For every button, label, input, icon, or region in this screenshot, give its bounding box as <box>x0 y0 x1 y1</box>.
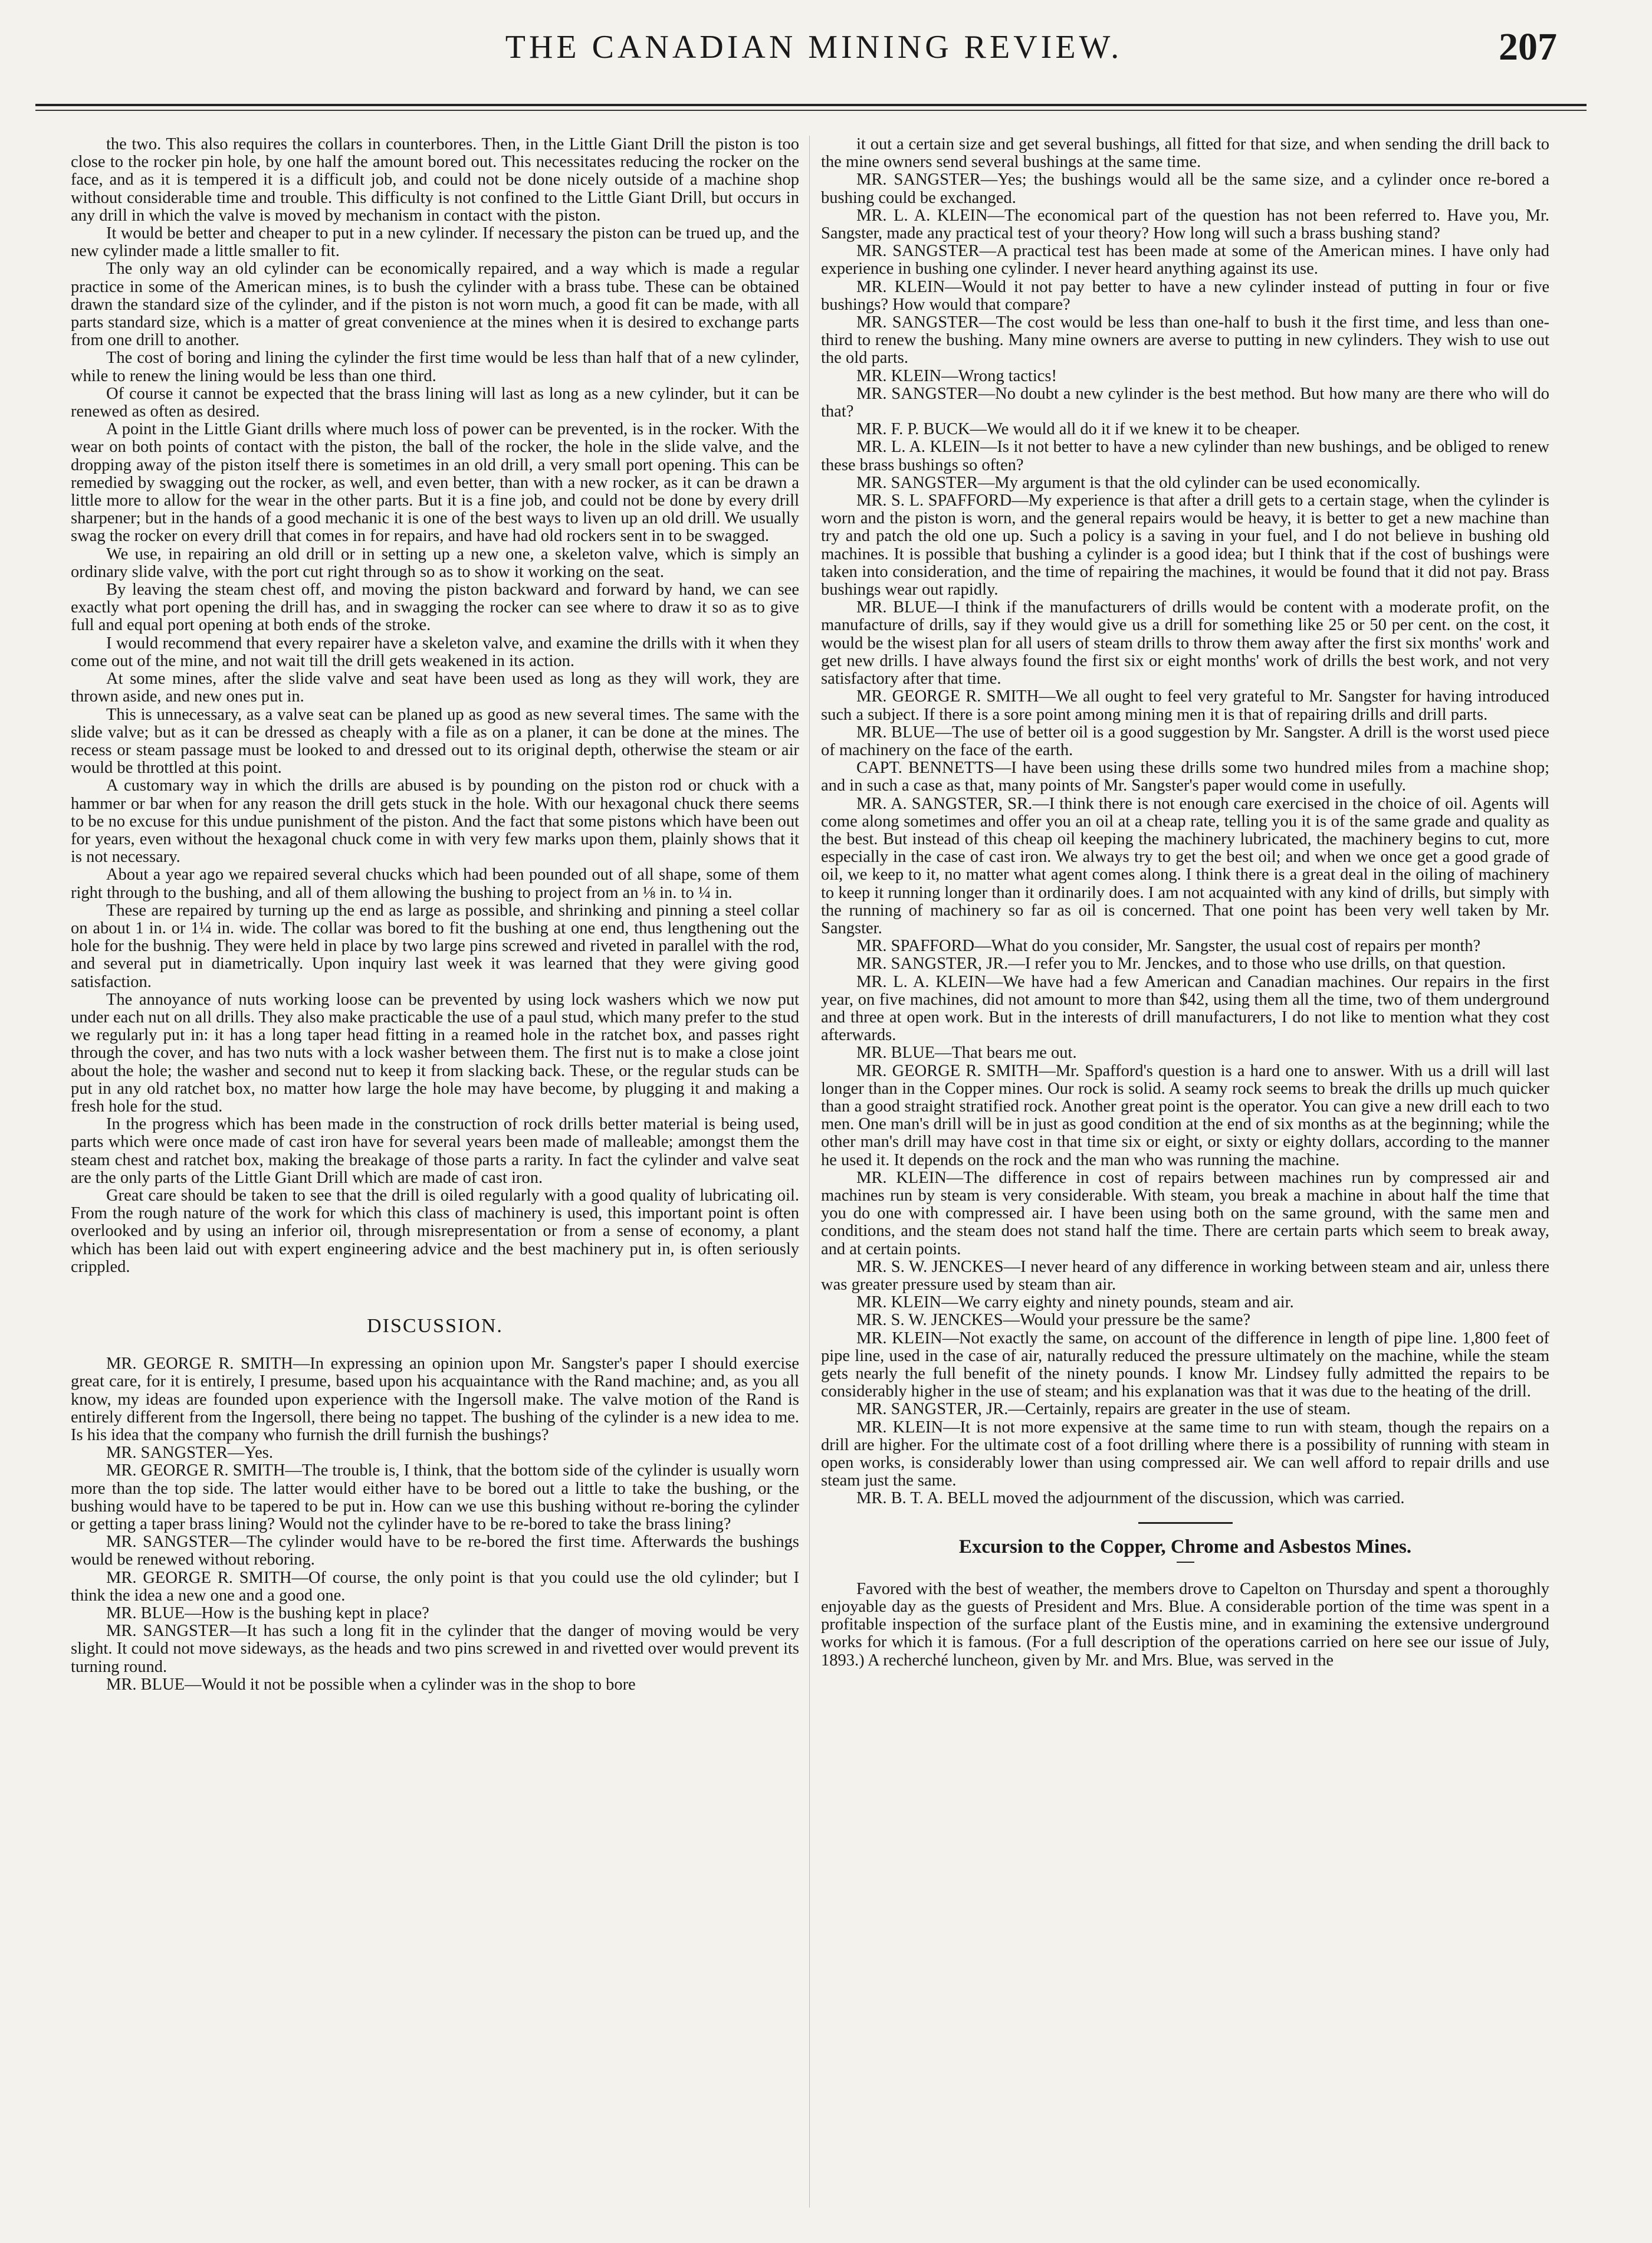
paragraph: These are repaired by turning up the end as large as possible, and shrinking and pinning a steel collar on about 1 in. or 1¼ in. wide. The collar was bored to fit the bushing at one end, thus lengthening out the hole for the bushnig. They were held in place by two large pins screwed and riveted in parallel with the rod, and several put in diametrically. Upon inquiry last week it was learned that they were giving good satisfaction. <box>71 901 799 991</box>
paragraph: A point in the Little Giant drills where much loss of power can be prevented, is in the rocker. With the wear on both points of contact with the piston, the ball of the rocker, the hole in the slide valve, and the dropping away of the piston itself there is sometimes in an old drill, a very small port opening. This can be remedied by swagging out the rocker, as well, and even better, than with a new rocker, as it can be drawn a little more to allow for the wear in the other parts. But it is a fine job, and could not be done by every drill sharpener; but in the hands of a good mechanic it is one of the best ways to liven up an old drill. We usually swag the rocker on every drill that comes in for repairs, and have had old rockers sent in to be swagged. <box>71 420 799 546</box>
paragraph: the two. This also requires the collars in counterbores. Then, in the Little Giant Drill the piston is too close to the rocker pin hole, by one half the amount bored out. This necessitates reducing the rocker on the face, and as it is tempered it is a difficult job, and could not be done nicely outside of a machine shop without considerable time and trouble. This difficulty is not confined to the Little Giant Drill, but occurs in any drill in which the valve is moved by mechanism in contact with the piston. <box>71 136 799 225</box>
column-divider <box>809 136 810 2208</box>
discussion-paragraph: MR. SANGSTER—Yes; the bushings would all be the same size, and a cylinder once re-bored a bushing could be exchanged. <box>821 170 1549 207</box>
paragraph: About a year ago we repaired several chucks which had been pounded out of all shape, some of them right through to the bushing, and all of them allowing the bushing to project from an ⅛ in. to ¼ in. <box>71 865 799 902</box>
discussion-paragraph: MR. KLEIN—Wrong tactics! <box>856 366 1057 385</box>
page-number: 207 <box>1499 25 1557 68</box>
discussion-paragraph: MR. SANGSTER—A practical test has been made at some of the American mines. I have only had experience in bushing one cylinder. I never heard anything against its use. <box>821 242 1549 278</box>
discussion-paragraph: MR. S. W. JENCKES—Would your pressure be the same? <box>856 1311 1251 1330</box>
discussion-paragraph: MR. F. P. BUCK—We would all do it if we knew it to be cheaper. <box>856 420 1300 439</box>
header-rule <box>35 104 1587 106</box>
discussion-paragraph: MR. SPAFFORD—What do you consider, Mr. Sangster, the usual cost of repairs per month? <box>856 937 1481 956</box>
discussion-paragraph: MR. KLEIN—The difference in cost of repairs between machines run by compressed air and machines run by steam is very considerable. With steam, you break a machine in about half the time that you do one with compressed air. I have been using both on the same ground, with the same men and conditions, and the steam does not stand half the time. There are certain parts which seem to break away, and at certain points. <box>821 1168 1549 1258</box>
discussion-paragraph: MR. GEORGE R. SMITH—We all ought to feel very grateful to Mr. Sangster for having introduced such a subject. If there is a sore point among mining men it is that of repairing drills and drill parts. <box>821 687 1549 724</box>
discussion-paragraph: MR. GEORGE R. SMITH—The trouble is, I think, that the bottom side of the cylinder is usually worn more than the top side. The latter would either have to be bored out a little to take the bushing, or the bushing would have to be tapered to be put in. How can we use this bushing without re-boring the cylinder or getting a taper brass lining? Would not the cylinder have to be re-bored to take the brass lining? <box>71 1461 799 1534</box>
discussion-paragraph: it out a certain size and get several bushings, all fitted for that size, and when sending the drill back to the mine owners send several bushings at the same time. <box>821 136 1549 172</box>
paragraph: Favored with the best of weather, the members drove to Capelton on Thursday and spent a thoroughly enjoyable day as the guests of President and Mrs. Blue. A considerable portion of the time was spent in a profitable inspection of the surface plant of the Eustis mine, and in examining the extensive underground works for which it is famous. (For a full description of the operations carried on here see our issue of July, 1893.) A recherché luncheon, given by Mr. and Mrs. Blue, was served in the <box>821 1579 1549 1670</box>
excursion-body <box>821 1580 1549 1670</box>
paragraph: The annoyance of nuts working loose can be prevented by using lock washers which we now put under each nut on all drills. They also make practicable the use of a paul stud, which many prefer to the stud we regularly put in: it has a long taper head fitting in a reamed hole in the ratchet box, and passes right through the cover, and has two nuts with a lock washer between them. The first nut is to make a close joint about the hole; the washer and second nut to keep it from slacking back. These, or the regular studs can be put in any old ratchet box, no matter how large the hole may have become, by plugging it and making a fresh hole for the stud. <box>71 990 799 1116</box>
discussion-body <box>71 1355 799 1694</box>
heading-dash <box>1177 1562 1194 1563</box>
discussion-paragraph: MR. SANGSTER—The cost would be less than one-half to bush it the first time, and less than one-third to renew the bushing. Many mine owners are averse to putting in new cylinders. They wish to use out the old parts. <box>821 313 1549 368</box>
discussion-paragraph: MR. KLEIN—It is not more expensive at the same time to run with steam, though the repairs on a drill are higher. For the ultimate cost of a foot drilling where there is a possibility of running with steam in open works, is considerably lower than using compressed air. We can well afford to repair drills and use steam just the same. <box>821 1418 1549 1490</box>
header-rule-thin <box>35 110 1587 111</box>
discussion-heading: DISCUSSION. <box>367 1315 503 1337</box>
discussion-paragraph: MR. B. T. A. BELL moved the adjournment of the discussion, which was carried. <box>856 1489 1405 1508</box>
paragraph: By leaving the steam chest off, and moving the piston backward and forward by hand, we can see exactly what port opening the drill has, and in swagging the rocker can see where to draw it so as to give full and equal port opening at both ends of the stroke. <box>71 581 799 635</box>
paragraph: We use, in repairing an old drill or in setting up a new one, a skeleton valve, which is simply an ordinary slide valve, with the port cut right through so as to show it working on the seat. <box>71 545 799 581</box>
discussion-paragraph: MR. SANGSTER, JR.—I refer you to Mr. Jenckes, and to those who use drills, on that question. <box>856 955 1506 973</box>
paragraph: I would recommend that every repairer have a skeleton valve, and examine the drills with it when they come out of the mine, and not wait till the drill gets weakened in its action. <box>71 634 799 670</box>
paragraph: A customary way in which the drills are abused is by pounding on the piston rod or chuck with a hammer or bar when for any reason the drill gets stuck in the hole. With our hexagonal chuck there seems to be no excuse for this undue punishment of the piston. And the fact that some pistons which have been out for years, even without the hexagonal chuck come in with very few marks upon them, plainly shows that it is not necessary. <box>71 776 799 867</box>
paragraph: In the progress which has been made in the construction of rock drills better material is being used, parts which were once made of cast iron have for several years been made of malleable; amongst them the steam chest and ratchet box, making the breakage of those parts a rarity. In fact the cylinder and valve seat are the only parts of the Little Giant Drill which are made of cast iron. <box>71 1115 799 1187</box>
discussion-paragraph: MR. KLEIN—Would it not pay better to have a new cylinder instead of putting in four or five bushings? How would that compare? <box>821 277 1549 314</box>
discussion-paragraph: MR. BLUE—I think if the manufacturers of drills would be content with a moderate profit, on the manufacture of drills, say if they would give us a drill for something like 25 or 50 per cent. on the cost, it would be the wisest plan for all users of steam drills to throw them away after the first six months' work and get new drills. I have always found the first six or eight months' work of drills the best work, and not very satisfactory after that time. <box>821 598 1549 688</box>
right-column <box>821 136 1549 2208</box>
paragraph: At some mines, after the slide valve and seat have been used as long as they will work, they are thrown aside, and new ones put in. <box>71 670 799 706</box>
excursion-heading: Excursion to the Copper, Chrome and Asbestos Mines. <box>958 1536 1412 1557</box>
discussion-paragraph: MR. BLUE—How is the bushing kept in place? <box>106 1604 429 1623</box>
paragraph: This is unnecessary, as a valve seat can be planed up as good as new several times. The same with the slide valve; but as it can be dressed as cheaply with a file as on a planer, it can be done at the mines. The recess or steam passage must be looked to and dressed out to its original depth, otherwise the steam or air would be throttled at this point. <box>71 705 799 778</box>
left-column <box>71 136 799 2208</box>
discussion-paragraph: MR. BLUE—The use of better oil is a good suggestion by Mr. Sangster. A drill is the worst used piece of machinery on the face of the earth. <box>821 723 1549 759</box>
section-rule <box>1138 1522 1233 1524</box>
discussion-paragraph: MR. SANGSTER—No doubt a new cylinder is the best method. But how many are there who will do that? <box>821 384 1549 421</box>
paragraph: Of course it cannot be expected that the brass lining will last as long as a new cylinder, but it can be renewed as often as desired. <box>71 384 799 421</box>
discussion-paragraph: MR. SANGSTER—Yes. <box>106 1444 273 1462</box>
discussion-paragraph: MR. GEORGE R. SMITH—Mr. Spafford's question is a hard one to answer. With us a drill will last longer than in the Copper mines. Our rock is solid. A seamy rock seems to break the drills up much quicker than a good straight stratified rock. Another great point is the operator. You can give a new drill each to two men. One man's drill will be in just as good condition at the end of six months as at the beginning; while the other man's drill may have cost in that time six or eight, or sixty or eighty dollars, according to the manner he used it. It depends on the rock and the man who was running the machine. <box>821 1061 1549 1169</box>
paragraph: Great care should be taken to see that the drill is oiled regularly with a good quality of lubricating oil. From the rough nature of the work for which this class of machinery is used, this important point is often overlooked and by using an inferior oil, through misrepresentation or from a sense of economy, a plant which has been laid out with expert engineering advice and the best machinery put in, is often seriously crippled. <box>71 1186 799 1276</box>
page-header <box>71 22 1557 93</box>
running-title: THE CANADIAN MINING REVIEW. <box>505 29 1123 65</box>
discussion-paragraph: MR. L. A. KLEIN—The economical part of the question has not been referred to. Have you, Mr. Sangster, made any practical test of your theory? How long will such a brass bushing stand? <box>821 206 1549 243</box>
discussion-paragraph: MR. SANGSTER, JR.—Certainly, repairs are greater in the use of steam. <box>856 1400 1351 1419</box>
discussion-paragraph: MR. A. SANGSTER, SR.—I think there is not enough care exercised in the choice of oil. Agents will come along sometimes and offer you an oil at a cheap rate, telling you it is of the same grade and quality as the best. But instead of this cheap oil keeping the machinery lubricated, the machinery begins to cut, more especially in the case of cast iron. We always try to get the best oil; and when we once get a good grade of oil, we keep to it, no matter what agent comes along. I think there is a great deal in the oiling of machinery to keep it running longer than it ordinarily does. I am not acquainted with any kind of drills, but simply with the running of machinery so far as oil is concerned. That one point has been very well taken by Mr. Sangster. <box>821 794 1549 937</box>
discussion-paragraph: MR. BLUE—That bears me out. <box>856 1044 1077 1063</box>
discussion-paragraph: MR. GEORGE R. SMITH—In expressing an opinion upon Mr. Sangster's paper I should exercise great care, for it is entirely, I presume, based upon his acquaintance with the Rand machine; and, as you all know, my ideas are founded upon experience with the Ingersoll make. The valve motion of the Rand is entirely different from the Ingersoll, there being no tappet. The bushing of the cylinder is a new idea to me. Is his idea that the company who furnish the drill furnish the bushings? <box>71 1355 799 1445</box>
discussion-paragraph: MR. BLUE—Would it not be possible when a cylinder was in the shop to bore <box>106 1675 636 1694</box>
discussion-paragraph: MR. KLEIN—We carry eighty and ninety pounds, steam and air. <box>856 1293 1294 1312</box>
discussion-paragraph: MR. S. L. SPAFFORD—My experience is that after a drill gets to a certain stage, when the cylinder is worn and the piston is worn, and the general repairs would be heavy, it is better to get a new machine than try and patch the old one up. Such a policy is a saving in your fuel, and I do not believe in bushing old machines. It is possible that bushing a cylinder is a good idea; but I think that if the cost of bushings were taken into consideration, and the time of repairing the machines, it would be found that it did not pay. Brass bushings wear out rapidly. <box>821 491 1549 599</box>
discussion-paragraph: MR. GEORGE R. SMITH—Of course, the only point is that you could use the old cylinder; but I think the idea a new one and a good one. <box>71 1568 799 1605</box>
discussion-paragraph: MR. SANGSTER—My argument is that the old cylinder can be used economically. <box>856 473 1421 492</box>
discussion-paragraph: MR. L. A. KLEIN—We have had a few American and Canadian machines. Our repairs in the first year, on five machines, did not amount to more than $42, using them all the time, two of them underground and three at open work. But in the interests of drill manufacturers, I do not like to mention what they cost afterwards. <box>821 972 1549 1045</box>
paragraph: The only way an old cylinder can be economically repaired, and a way which is made a regular practice in some of the American mines, is to bush the cylinder with a brass tube. These can be obtained drawn the standard size of the cylinder, and if the piston is not worn much, a good fit can be made, with all parts standard size, which is a matter of great convenience at the mines when it is desired to exchange parts from one drill to another. <box>71 260 799 350</box>
discussion-continued <box>821 136 1549 1508</box>
discussion-paragraph: MR. KLEIN—Not exactly the same, on account of the difference in length of pipe line. 1,800 feet of pipe line, used in the case of air, naturally reduced the pressure ultimately on the machine, while the steam gets nearly the full benefit of the ninety pounds. I know Mr. Lindsey fully admitted the repairs to be considerably higher in the use of steam; and his explanation was that it was due to the heating of the drill. <box>821 1329 1549 1401</box>
article-body <box>71 136 799 1276</box>
discussion-paragraph: MR. SANGSTER—The cylinder would have to be re-bored the first time. Afterwards the bushings would be renewed without reboring. <box>71 1533 799 1569</box>
discussion-paragraph: CAPT. BENNETTS—I have been using these drills some two hundred miles from a machine shop; and in such a case as that, many points of Mr. Sangster's paper would come in usefully. <box>821 759 1549 795</box>
discussion-paragraph: MR. S. W. JENCKES—I never heard of any difference in working between steam and air, unless there was greater pressure used by steam than air. <box>821 1257 1549 1294</box>
paragraph: The cost of boring and lining the cylinder the first time would be less than half that of a new cylinder, while to renew the lining would be less than one third. <box>71 349 799 385</box>
discussion-paragraph: MR. SANGSTER—It has such a long fit in the cylinder that the danger of moving would be very slight. It could not move sideways, as the heads and two pins screwed in and rivetted over would prevent its turning round. <box>71 1622 799 1676</box>
discussion-paragraph: MR. L. A. KLEIN—Is it not better to have a new cylinder than new bushings, and be obliged to renew these brass bushings so often? <box>821 438 1549 474</box>
paragraph: It would be better and cheaper to put in a new cylinder. If necessary the piston can be trued up, and the new cylinder made a little smaller to fit. <box>71 224 799 261</box>
